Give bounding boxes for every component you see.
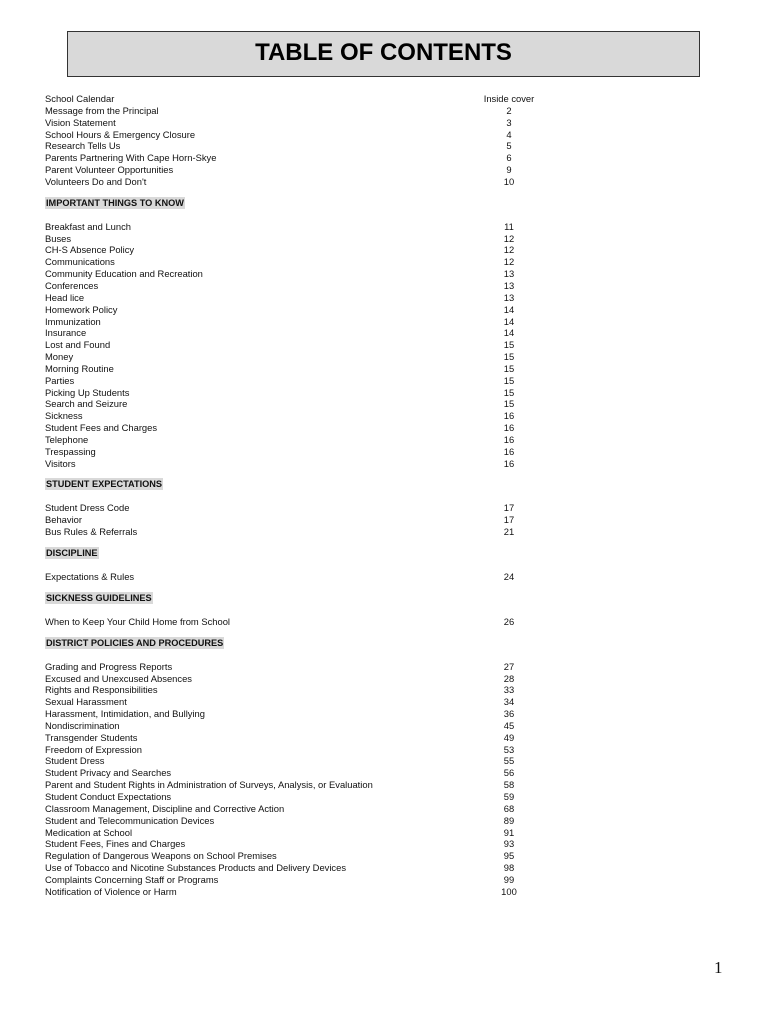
toc-entry-page: 27 xyxy=(503,660,515,672)
section-heading: STUDENT EXPECTATIONS xyxy=(46,479,163,490)
toc-entry-label: Freedom of Expression xyxy=(45,743,142,755)
toc-entry-page: 13 xyxy=(503,268,515,280)
toc-entry-page: 17 xyxy=(503,502,515,514)
toc-entry-page: 15 xyxy=(503,374,515,386)
toc-entry xyxy=(45,105,525,117)
toc-entry-page: 12 xyxy=(503,256,515,268)
toc-entry-label: Student and Telecommunication Devices xyxy=(45,814,215,826)
toc-entry xyxy=(45,233,525,245)
toc-entry-label: Student Conduct Expectations xyxy=(45,790,172,802)
toc-entry-page: 9 xyxy=(506,164,512,176)
toc-entry-label: Excused and Unexcused Absences xyxy=(45,672,192,684)
toc-entry-label: Harassment, Intimidation, and Bullying xyxy=(45,708,205,720)
toc-entry xyxy=(45,874,525,886)
toc-entry-label: Rights and Responsibilities xyxy=(45,684,158,696)
toc-entry-label: Student Fees, Fines and Charges xyxy=(45,838,186,850)
toc-entry-page: 17 xyxy=(503,514,515,526)
toc-entry-page: 28 xyxy=(503,672,515,684)
toc-entry-label: Transgender Students xyxy=(45,731,138,743)
toc-entry-page: 34 xyxy=(503,696,515,708)
toc-entry xyxy=(45,767,525,779)
toc-entry-page: 36 xyxy=(503,708,515,720)
toc-entry-label: Expectations & Rules xyxy=(45,571,135,582)
toc-entry xyxy=(45,387,525,399)
toc-entry-label: Parents Partnering With Cape Horn-Skye xyxy=(45,152,217,164)
toc-entry xyxy=(45,164,525,176)
toc-entry-label: Picking Up Students xyxy=(45,386,130,398)
toc-entry-page: 95 xyxy=(503,850,515,862)
toc-entry-label: When to Keep Your Child Home from School xyxy=(45,615,230,627)
toc-entry-label: School Calendar xyxy=(45,93,115,104)
toc-entry-page: 68 xyxy=(503,802,515,814)
toc-entry-page: 59 xyxy=(503,790,515,802)
toc-entry-page: 100 xyxy=(501,885,517,897)
toc-entry-label: Parent and Student Rights in Administration of Surveys, Analysis, or Evaluation xyxy=(45,779,373,791)
toc-entry xyxy=(45,434,525,446)
toc-entry-page: 98 xyxy=(503,862,515,874)
toc-entry-label: Vision Statement xyxy=(45,116,116,128)
toc-entry-label: Parties xyxy=(45,374,75,386)
toc-entry-page: 45 xyxy=(503,719,515,731)
toc-entry-label: Telephone xyxy=(45,433,89,445)
section-heading: IMPORTANT THINGS TO KNOW xyxy=(46,197,184,208)
toc-entry xyxy=(45,268,525,280)
toc-entry xyxy=(45,363,525,375)
toc-entry-label: Notification of Violence or Harm xyxy=(45,885,177,897)
section-heading-row xyxy=(45,592,525,604)
toc-entry-page: 5 xyxy=(506,140,512,152)
toc-entry-page: 89 xyxy=(503,814,515,826)
toc-entry-page: 15 xyxy=(503,398,515,410)
toc-entry xyxy=(45,526,525,538)
toc-entry-page: 33 xyxy=(503,684,515,696)
toc-entry-page: 14 xyxy=(503,327,515,339)
toc-entry xyxy=(45,791,525,803)
toc-entry-label: Research Tells Us xyxy=(45,140,121,152)
toc-entry xyxy=(45,458,525,470)
toc-entry xyxy=(45,720,525,732)
toc-entry xyxy=(45,571,525,583)
toc-entry xyxy=(45,755,525,767)
toc-entry-label: Message from the Principal xyxy=(45,104,159,116)
toc-entry-page: 14 xyxy=(503,315,515,327)
toc-entry-label: Sickness xyxy=(45,410,83,422)
toc-entry xyxy=(45,351,525,363)
section-heading: SICKNESS GUIDELINES xyxy=(46,592,152,603)
toc-entry-page: 15 xyxy=(503,339,515,351)
toc-entry-page: 15 xyxy=(503,386,515,398)
toc-entry xyxy=(45,862,525,874)
toc-entry xyxy=(45,732,525,744)
toc-entry-label: Insurance xyxy=(45,327,87,339)
toc-entry-label: Communications xyxy=(45,256,115,268)
toc-entry xyxy=(45,93,535,105)
toc-entry-label: Student Dress xyxy=(45,755,105,767)
toc-entry xyxy=(45,696,525,708)
toc-entry-label: Medication at School xyxy=(45,826,133,838)
toc-entry-page: 15 xyxy=(503,351,515,363)
page-title: TABLE OF CONTENTS xyxy=(67,31,700,77)
toc-entry-label: Conferences xyxy=(45,279,99,291)
toc-entry-label: Student Fees and Charges xyxy=(45,422,158,434)
toc-entry-label: Head lice xyxy=(45,291,85,303)
toc-entry-page: 16 xyxy=(503,457,515,469)
toc-entry-page: 16 xyxy=(503,445,515,457)
toc-entry-label: Classroom Management, Discipline and Corrective Action xyxy=(45,802,285,814)
toc-entry-label: Trespassing xyxy=(45,445,96,457)
toc-entry-label: Behavior xyxy=(45,514,83,526)
toc-entry xyxy=(45,256,525,268)
toc-entry-page: 56 xyxy=(503,767,515,779)
toc-entry-page: 16 xyxy=(503,433,515,445)
toc-entry xyxy=(45,221,525,233)
toc-entry-page: 91 xyxy=(503,826,515,838)
toc-entry xyxy=(45,661,525,673)
toc-entry-label: Buses xyxy=(45,232,72,244)
toc-entry-page: 11 xyxy=(504,220,514,232)
toc-entry xyxy=(45,410,525,422)
toc-entry-page: 13 xyxy=(503,291,515,303)
toc-entry-page: Inside cover xyxy=(483,93,535,104)
toc-entry xyxy=(45,684,525,696)
toc-entry-label: Immunization xyxy=(45,315,101,327)
toc-entry xyxy=(45,140,525,152)
toc-entry xyxy=(45,708,525,720)
toc-entry xyxy=(45,616,525,628)
toc-entry xyxy=(45,838,525,850)
toc-entry xyxy=(45,422,525,434)
toc-entry-label: Student Dress Code xyxy=(45,502,130,514)
toc-entry xyxy=(45,375,525,387)
toc-entry-page: 14 xyxy=(503,303,515,315)
toc-entry xyxy=(45,244,525,256)
toc-entry xyxy=(45,850,525,862)
section-heading-row xyxy=(45,197,525,209)
toc-entry-label: Use of Tobacco and Nicotine Substances Products and Delivery Devices xyxy=(45,862,347,874)
toc-entry xyxy=(45,502,525,514)
toc-entry xyxy=(45,129,525,141)
toc-entry xyxy=(45,446,525,458)
toc-entry xyxy=(45,327,525,339)
toc-entry-label: Parent Volunteer Opportunities xyxy=(45,164,174,176)
toc-entry xyxy=(45,514,525,526)
table-of-contents xyxy=(45,93,535,898)
toc-entry-label: CH-S Absence Policy xyxy=(45,244,135,256)
toc-entry-label: Community Education and Recreation xyxy=(45,268,203,280)
toc-entry xyxy=(45,117,525,129)
toc-entry-page: 16 xyxy=(503,422,515,434)
toc-entry xyxy=(45,292,525,304)
toc-entry xyxy=(45,673,525,685)
toc-entry-page: 49 xyxy=(503,731,515,743)
toc-entry-page: 13 xyxy=(503,279,515,291)
toc-entry-label: Regulation of Dangerous Weapons on School Premises xyxy=(45,850,277,862)
toc-entry-page: 53 xyxy=(503,743,515,755)
toc-entry xyxy=(45,316,525,328)
toc-entry xyxy=(45,152,525,164)
toc-entry xyxy=(45,398,525,410)
toc-entry-page: 10 xyxy=(503,175,515,187)
section-heading: DISTRICT POLICIES AND PROCEDURES xyxy=(46,637,224,648)
toc-entry-label: Complaints Concerning Staff or Programs xyxy=(45,873,219,885)
toc-entry xyxy=(45,744,525,756)
toc-entry xyxy=(45,779,525,791)
toc-entry-label: Sexual Harassment xyxy=(45,696,127,708)
toc-entry-label: Breakfast and Lunch xyxy=(45,220,131,232)
toc-entry-label: Search and Seizure xyxy=(45,398,128,410)
section-heading-row xyxy=(45,637,525,649)
toc-entry-page: 58 xyxy=(503,779,515,791)
toc-entry-page: 16 xyxy=(503,410,515,422)
toc-entry-page: 12 xyxy=(503,244,515,256)
toc-entry-label: Volunteers Do and Don't xyxy=(45,175,147,187)
toc-entry-page: 26 xyxy=(503,615,515,627)
toc-entry-label: Visitors xyxy=(45,457,76,469)
toc-entry xyxy=(45,803,525,815)
toc-entry-page: 93 xyxy=(503,838,515,850)
toc-entry-page: 21 xyxy=(503,526,515,538)
toc-entry-page: 2 xyxy=(506,104,512,116)
section-heading-row xyxy=(45,547,525,559)
page-number: 1 xyxy=(714,958,723,977)
toc-entry-page: 15 xyxy=(503,362,515,374)
toc-entry xyxy=(45,280,525,292)
toc-entry-page: 55 xyxy=(503,755,515,767)
toc-entry-page: 24 xyxy=(503,571,515,582)
section-heading: DISCIPLINE xyxy=(46,548,98,558)
section-heading-row xyxy=(45,478,525,490)
toc-entry-page: 6 xyxy=(506,152,512,164)
toc-entry-label: Morning Routine xyxy=(45,362,114,374)
toc-entry xyxy=(45,815,525,827)
toc-entry-label: Bus Rules & Referrals xyxy=(45,526,138,538)
toc-entry-page: 3 xyxy=(506,116,512,128)
toc-entry-label: Money xyxy=(45,351,74,363)
toc-entry-label: Grading and Progress Reports xyxy=(45,660,173,672)
toc-entry-page: 4 xyxy=(506,128,512,140)
toc-entry xyxy=(45,304,525,316)
toc-entry-label: Student Privacy and Searches xyxy=(45,767,172,779)
toc-entry-page: 99 xyxy=(503,873,515,885)
toc-entry-label: Nondiscrimination xyxy=(45,719,120,731)
toc-entry xyxy=(45,827,525,839)
toc-entry xyxy=(45,886,525,898)
toc-entry-label: Homework Policy xyxy=(45,303,118,315)
toc-entry xyxy=(45,339,525,351)
toc-entry-page: 12 xyxy=(503,232,515,244)
toc-entry xyxy=(45,176,525,188)
toc-entry-label: School Hours & Emergency Closure xyxy=(45,128,196,140)
toc-entry-label: Lost and Found xyxy=(45,339,111,351)
